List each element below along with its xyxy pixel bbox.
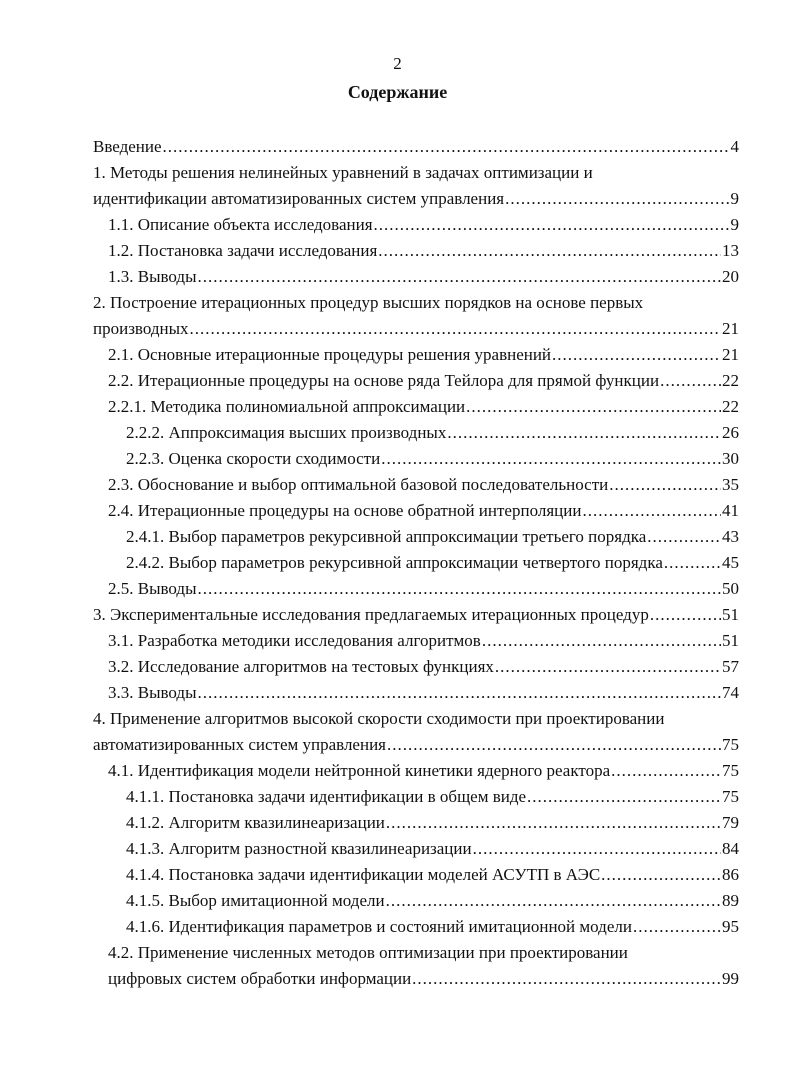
toc-entry-page: 50: [722, 579, 739, 598]
toc-entry: [93, 264, 739, 290]
toc-leader-dots: [466, 394, 721, 420]
toc-entry: [93, 420, 739, 446]
toc-leader-dots: [601, 862, 721, 888]
toc-entry-title: 4.1.3. Алгоритм разностной квазилинеаризации: [126, 839, 472, 858]
toc-entry-page: 86: [722, 865, 739, 884]
toc-entry-title: 2.4.2. Выбор параметров рекурсивной аппроксимации четвертого порядка: [126, 553, 663, 572]
toc-entry-page: 35: [722, 475, 739, 494]
toc-entry-title: 2.2. Итерационные процедуры на основе ряда Тейлора для прямой функции: [108, 371, 660, 390]
toc-entry-title: 2.1. Основные итерационные процедуры решения уравнений: [108, 345, 552, 364]
toc-entry: [93, 524, 739, 550]
toc-entry-page: 13: [722, 241, 739, 260]
toc-entry-title: 4.1.6. Идентификация параметров и состояний имитационной модели: [126, 917, 632, 936]
toc-entry-title: 2.4. Итерационные процедуры на основе обратной интерполяции: [108, 501, 582, 520]
toc-leader-dots: [198, 264, 721, 290]
toc-entry-line: 4. Применение алгоритмов высокой скорости сходимости при проектировании: [93, 709, 665, 728]
toc-entry-page: 79: [722, 813, 739, 832]
toc-entry-title: производных: [93, 319, 189, 338]
toc-leader-dots: [378, 238, 721, 264]
toc-entry-page: 51: [722, 605, 739, 624]
toc-entry: [93, 784, 739, 810]
toc-entry-page: 84: [722, 839, 739, 858]
toc-leader-dots: [552, 342, 721, 368]
toc-leader-dots: [527, 784, 721, 810]
toc-entry-page: 95: [722, 917, 739, 936]
toc-entry-page: 75: [722, 787, 739, 806]
toc-entry-page: 57: [722, 657, 739, 676]
toc-entry: [93, 134, 739, 160]
toc-leader-dots: [482, 628, 721, 654]
toc-leader-dots: [381, 446, 721, 472]
toc-entry-title: 4.1. Идентификация модели нейтронной кинетики ядерного реактора: [108, 761, 611, 780]
toc-entry-title: идентификации автоматизированных систем управления: [93, 189, 505, 208]
toc-leader-dots: [633, 914, 721, 940]
toc-entry-page: 9: [730, 215, 739, 234]
toc-entry: [93, 576, 739, 602]
toc-entry-page: 21: [722, 345, 739, 364]
toc-leader-dots: [198, 576, 721, 602]
toc-leader-dots: [386, 888, 721, 914]
toc-entry: [93, 680, 739, 706]
toc-entry: [93, 472, 739, 498]
toc-leader-dots: [647, 524, 721, 550]
toc-entry-page: 22: [722, 397, 739, 416]
toc-entry-title: автоматизированных систем управления: [93, 735, 386, 754]
toc-entry: [93, 914, 739, 940]
toc-entry-page: 45: [722, 553, 739, 572]
toc-entry-title: 2.5. Выводы: [108, 579, 197, 598]
toc-entry-title: 2.3. Обоснование и выбор оптимальной базовой последовательности: [108, 475, 609, 494]
toc-entry-page: 75: [722, 761, 739, 780]
toc-entry: [93, 186, 739, 212]
toc-leader-dots: [447, 420, 721, 446]
toc-entry-page: 26: [722, 423, 739, 442]
toc-entry-page: 74: [722, 683, 739, 702]
toc-leader-dots: [505, 186, 729, 212]
toc-entry: [93, 966, 739, 992]
toc-entry-title: Введение: [93, 137, 162, 156]
toc-entry-title: 3. Экспериментальные исследования предлагаемых итерационных процедур: [93, 605, 649, 624]
toc-entry-line: 1. Методы решения нелинейных уравнений в задачах оптимизации и: [93, 163, 593, 182]
toc-entry: [93, 316, 739, 342]
toc-leader-dots: [495, 654, 721, 680]
toc-entry-title: 2.2.3. Оценка скорости сходимости: [126, 449, 381, 468]
toc-leader-dots: [198, 680, 721, 706]
toc-entry: [93, 602, 739, 628]
toc-leader-dots: [664, 550, 721, 576]
toc-entry: [93, 238, 739, 264]
toc-entry-page: 51: [722, 631, 739, 650]
toc-entry-page: 89: [722, 891, 739, 910]
toc-entry-page: 20: [722, 267, 739, 286]
toc-entry-title: 4.1.4. Постановка задачи идентификации моделей АСУТП в АЭС: [126, 865, 601, 884]
page-title: Содержание: [347, 82, 448, 102]
toc-leader-dots: [611, 758, 721, 784]
toc-entry: [93, 342, 739, 368]
toc-entry-line: 4.2. Применение численных методов оптимизации при проектировании: [108, 943, 628, 962]
toc-entry-title: 4.1.1. Постановка задачи идентификации в общем виде: [126, 787, 527, 806]
toc-entry-title: 1.2. Постановка задачи исследования: [108, 241, 378, 260]
toc-entry: [93, 498, 739, 524]
toc-leader-dots: [374, 212, 730, 238]
toc-entry-page: 4: [730, 137, 739, 156]
toc-leader-dots: [609, 472, 721, 498]
toc-entry-page: 21: [722, 319, 739, 338]
toc-entry: [93, 446, 739, 472]
page-number: 2: [393, 54, 402, 73]
toc-entry-title: 1.1. Описание объекта исследования: [108, 215, 373, 234]
toc-entry-page: 43: [722, 527, 739, 546]
toc-leader-dots: [190, 316, 721, 342]
toc-leader-dots: [660, 368, 721, 394]
toc-entry-title: 1.3. Выводы: [108, 267, 197, 286]
toc-entry-title: 2.2.2. Аппроксимация высших производных: [126, 423, 447, 442]
toc-entry: [93, 550, 739, 576]
table-of-contents: [93, 134, 739, 992]
toc-leader-dots: [163, 134, 730, 160]
toc-entry: [93, 732, 739, 758]
toc-entry-page: 9: [730, 189, 739, 208]
toc-entry-title: 2.2.1. Методика полиномиальной аппроксимации: [108, 397, 466, 416]
toc-entry-title: цифровых систем обработки информации: [108, 969, 412, 988]
toc-leader-dots: [412, 966, 721, 992]
toc-entry-title: 3.3. Выводы: [108, 683, 197, 702]
toc-entry: [93, 836, 739, 862]
toc-entry: [93, 628, 739, 654]
toc-entry-line: 2. Построение итерационных процедур высших порядков на основе первых: [93, 293, 644, 312]
toc-entry-title: 2.4.1. Выбор параметров рекурсивной аппроксимации третьего порядка: [126, 527, 647, 546]
toc-entry-title: 4.1.2. Алгоритм квазилинеаризации: [126, 813, 385, 832]
toc-entry-page: 41: [722, 501, 739, 520]
toc-leader-dots: [582, 498, 721, 524]
toc-leader-dots: [473, 836, 721, 862]
toc-entry: [93, 758, 739, 784]
toc-entry-title: 3.2. Исследование алгоритмов на тестовых функциях: [108, 657, 494, 676]
toc-entry: [93, 888, 739, 914]
toc-leader-dots: [386, 810, 721, 836]
toc-entry-title: 4.1.5. Выбор имитационной модели: [126, 891, 385, 910]
toc-entry: [93, 862, 739, 888]
toc-entry: [93, 654, 739, 680]
toc-entry-page: 75: [722, 735, 739, 754]
toc-entry: [93, 212, 739, 238]
toc-entry: [93, 368, 739, 394]
toc-entry-page: 99: [722, 969, 739, 988]
toc-entry-title: 3.1. Разработка методики исследования алгоритмов: [108, 631, 481, 650]
toc-entry-page: 30: [722, 449, 739, 468]
toc-leader-dots: [387, 732, 721, 758]
toc-leader-dots: [650, 602, 721, 628]
toc-entry-page: 22: [722, 371, 739, 390]
toc-entry: [93, 810, 739, 836]
toc-entry: [93, 394, 739, 420]
